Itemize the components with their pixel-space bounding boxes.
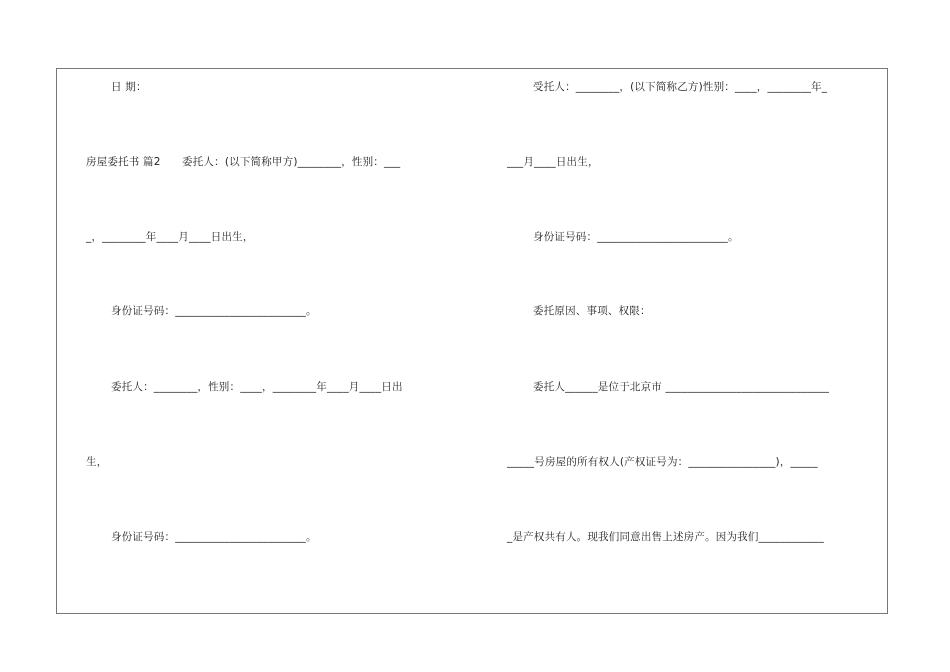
left-line-7: 身份证号码：________________________。 <box>111 531 317 543</box>
left-line-5: 委托人：________，性别：____，________年____月____日出 <box>111 381 403 393</box>
right-line-2: ___月____日出生， <box>507 156 599 168</box>
right-line-1: 受托人：________，(以下简称乙方)性别：____，________年_ <box>533 81 828 93</box>
right-line-5: 委托人______是位于北京市 ______________________________ <box>533 381 830 393</box>
left-line-4: 身份证号码：________________________。 <box>111 305 317 317</box>
left-line-3: _，________年____月____日出生， <box>86 231 254 243</box>
right-line-4: 委托原因、事项、权限： <box>533 305 651 317</box>
left-line-1: 日 期： <box>111 81 147 93</box>
right-line-7: _是产权共有人。现我们同意出售上述房产。因为我们____________ <box>507 531 824 543</box>
left-line-6: 生， <box>86 456 108 468</box>
left-line-2: 房屋委托书 篇2 委托人：(以下简称甲方)________，性别：___ <box>86 156 401 168</box>
right-line-3: 身份证号码：________________________。 <box>533 231 739 243</box>
right-line-6: _____号房屋的所有权人(产权证号为：________________)，_____ <box>507 456 818 468</box>
